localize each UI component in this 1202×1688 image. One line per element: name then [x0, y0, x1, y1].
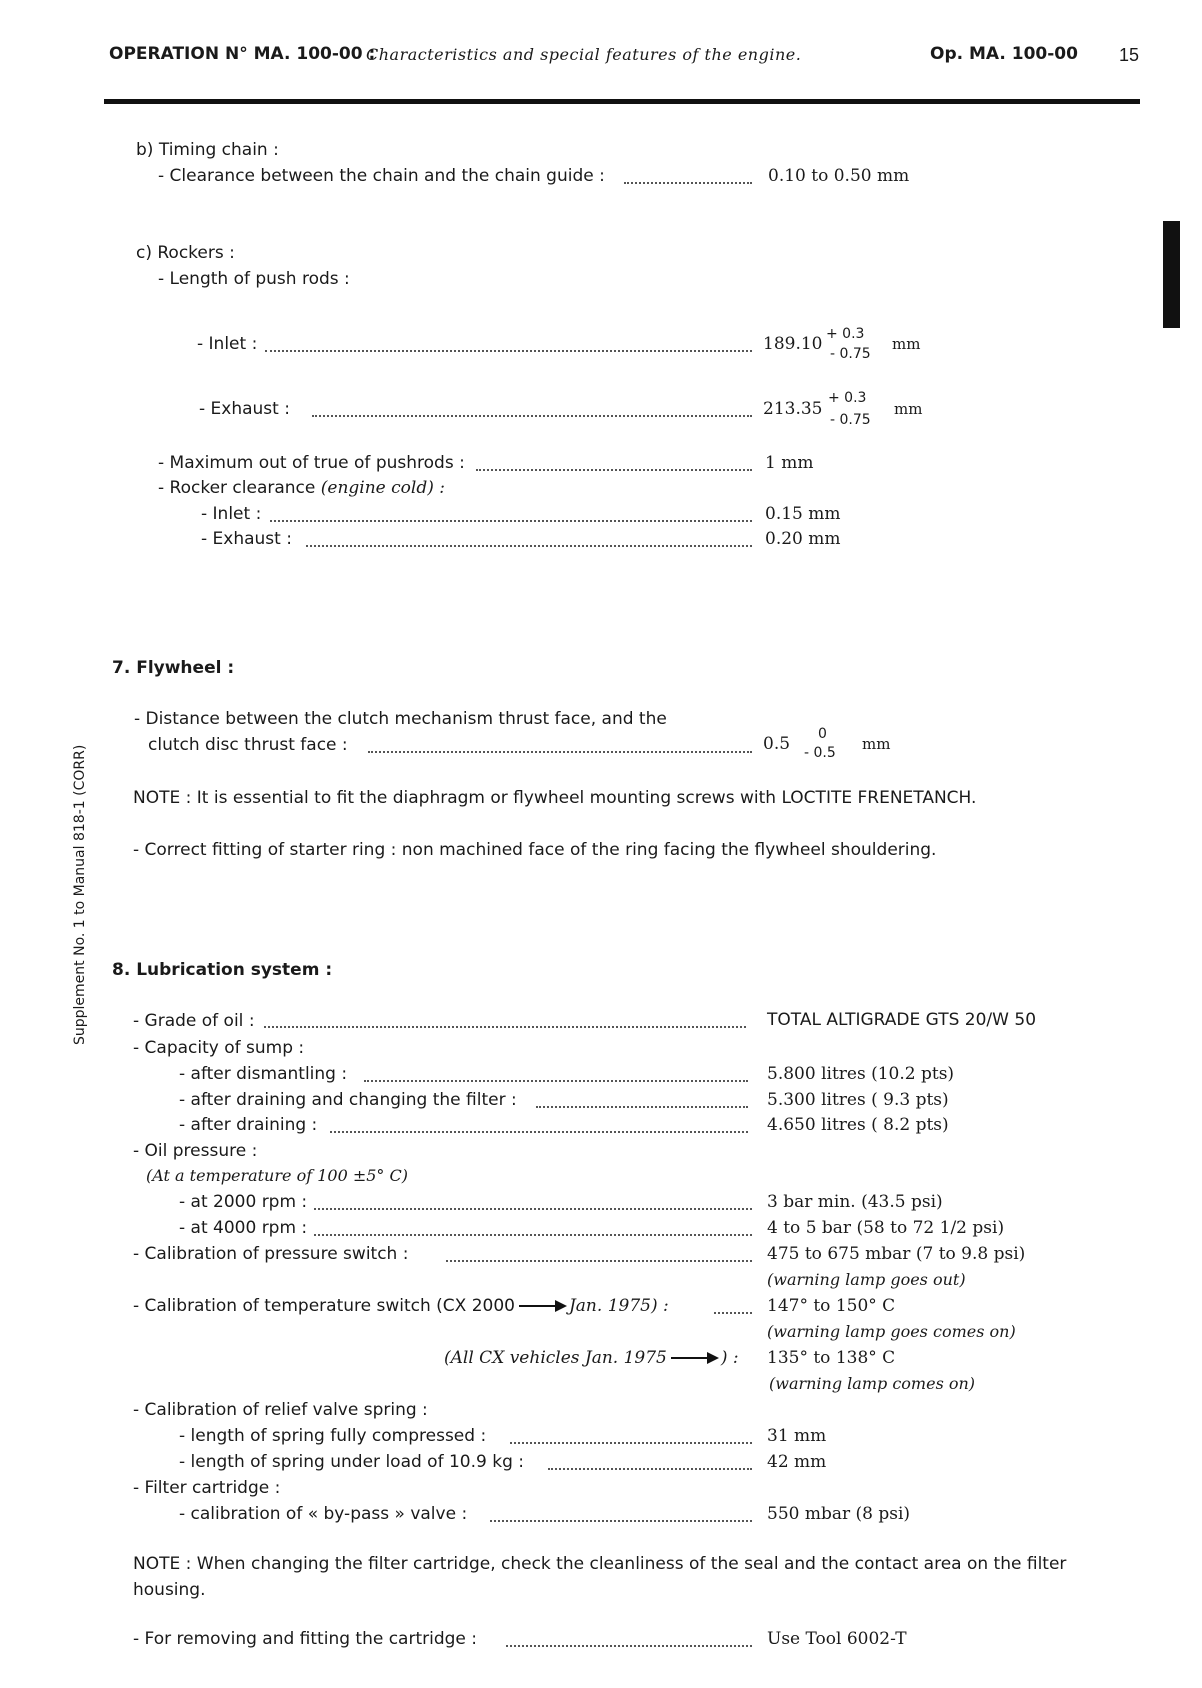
temp-switch-value: 147° to 150° C — [767, 1296, 896, 1316]
page-number: 15 — [1119, 45, 1140, 65]
leader-dots — [446, 1258, 752, 1262]
starter-ring-text: - Correct fitting of starter ring : non machined face of the ring facing the flywheel shouldering. — [133, 840, 937, 860]
leader-dots — [364, 1078, 748, 1082]
exhaust-tol-plus: + 0.3 — [828, 390, 867, 406]
push-rods-label: - Length of push rods : — [158, 269, 350, 289]
inlet-value: 189.10 — [763, 334, 823, 354]
inlet-tol-plus: + 0.3 — [826, 326, 865, 342]
leader-dots — [624, 180, 752, 184]
leader-dots — [476, 467, 752, 471]
filter-cartridge-label: - Filter cartridge : — [133, 1478, 281, 1498]
leader-dots — [548, 1466, 752, 1470]
lubrication-heading: 8. Lubrication system : — [112, 960, 333, 980]
bypass-value: 550 mbar (8 psi) — [767, 1504, 911, 1524]
pressure-switch-value: 475 to 675 mbar (7 to 9.8 psi) — [767, 1244, 1026, 1264]
clearance-exhaust-value: 0.20 mm — [765, 529, 841, 549]
rpm4000-value: 4 to 5 bar (58 to 72 1/2 psi) — [767, 1218, 1005, 1238]
leader-dots — [265, 348, 752, 352]
flywheel-distance-value: 0.5 — [763, 734, 791, 754]
leader-dots — [314, 1206, 752, 1210]
out-of-true-label: - Maximum out of true of pushrods : — [158, 453, 465, 473]
header-rule — [104, 99, 1140, 104]
timing-clearance-label: - Clearance between the chain and the chain guide : — [158, 166, 605, 186]
leader-dots — [312, 413, 752, 417]
clearance-inlet-label: - Inlet : — [201, 504, 262, 524]
leader-dots — [368, 749, 752, 753]
after-draining-label: - after draining : — [179, 1115, 318, 1135]
grade-label: - Grade of oil : — [133, 1011, 255, 1031]
leader-dots — [270, 518, 752, 522]
pressure-switch-label: - Calibration of pressure switch : — [133, 1244, 409, 1264]
rpm4000-label: - at 4000 rpm : — [179, 1218, 308, 1238]
flywheel-note: NOTE : It is essential to fit the diaphragm or flywheel mounting screws with LOCTITE FRENETANCH. — [133, 788, 977, 808]
section-tab-marker — [1163, 221, 1180, 328]
leader-dots — [264, 1024, 746, 1028]
arrow-icon — [671, 1357, 717, 1359]
rpm2000-label: - at 2000 rpm : — [179, 1192, 308, 1212]
after-dismantling-label: - after dismantling : — [179, 1064, 348, 1084]
timing-clearance-value: 0.10 to 0.50 mm — [768, 166, 910, 186]
oil-pressure-condition: (At a temperature of 100 ±5° C) — [146, 1166, 408, 1185]
temp-switch-label: - Calibration of temperature switch (CX 2000 Jan. 1975) : — [133, 1296, 669, 1316]
leader-dots — [306, 543, 752, 547]
leader-dots — [510, 1440, 752, 1444]
leader-dots — [536, 1104, 748, 1108]
clearance-exhaust-label: - Exhaust : — [201, 529, 292, 549]
page-subtitle: Characteristics and special features of the engine. — [366, 45, 802, 64]
exhaust-label: - Exhaust : — [199, 399, 290, 419]
relief-load-value: 42 mm — [767, 1452, 827, 1472]
inlet-unit: mm — [892, 335, 921, 353]
bypass-label: - calibration of « by-pass » valve : — [179, 1504, 468, 1524]
flywheel-unit: mm — [862, 735, 891, 753]
relief-valve-label: - Calibration of relief valve spring : — [133, 1400, 428, 1420]
temp-switch-note: (warning lamp goes comes on) — [767, 1322, 1016, 1341]
grade-value: TOTAL ALTIGRADE GTS 20/W 50 — [767, 1010, 1037, 1030]
leader-dots — [314, 1232, 752, 1236]
flywheel-heading: 7. Flywheel : — [112, 658, 235, 678]
out-of-true-value: 1 mm — [765, 453, 814, 473]
rockers-heading: c) Rockers : — [136, 243, 235, 263]
inlet-tol-minus: - 0.75 — [830, 346, 871, 362]
leader-dots — [714, 1310, 752, 1314]
operation-number: OPERATION N° MA. 100-00 : — [109, 44, 376, 64]
rocker-clearance-condition: (engine cold) : — [320, 478, 445, 498]
relief-compressed-value: 31 mm — [767, 1426, 827, 1446]
leader-dots — [490, 1518, 752, 1522]
after-draining-value: 4.650 litres ( 8.2 pts) — [767, 1115, 949, 1135]
inlet-label: - Inlet : — [197, 334, 258, 354]
after-dismantling-value: 5.800 litres (10.2 pts) — [767, 1064, 955, 1084]
rpm2000-value: 3 bar min. (43.5 psi) — [767, 1192, 943, 1212]
clearance-inlet-value: 0.15 mm — [765, 504, 841, 524]
op-reference: Op. MA. 100-00 — [930, 44, 1078, 64]
relief-load-label: - length of spring under load of 10.9 kg : — [179, 1452, 524, 1472]
filter-note-line1: NOTE : When changing the filter cartridge, check the cleanliness of the seal and the contact area on the filter — [133, 1554, 1067, 1574]
flywheel-distance-line1: - Distance between the clutch mechanism thrust face, and the — [134, 709, 667, 729]
relief-compressed-label: - length of spring fully compressed : — [179, 1426, 487, 1446]
temp-switch2-value: 135° to 138° C — [767, 1348, 896, 1368]
rocker-clearance-label: - Rocker clearance (engine cold) : — [158, 478, 445, 498]
after-draining-filter-label: - after draining and changing the filter : — [179, 1090, 517, 1110]
temp-switch2-label: (All CX vehicles Jan. 1975 ) : — [444, 1348, 739, 1368]
temp-switch2-note: (warning lamp comes on) — [769, 1374, 976, 1393]
arrow-icon — [519, 1305, 565, 1307]
exhaust-tol-minus: - 0.75 — [830, 412, 871, 428]
timing-heading: b) Timing chain : — [136, 140, 279, 160]
leader-dots — [330, 1129, 748, 1133]
exhaust-value: 213.35 — [763, 399, 823, 419]
filter-note-line2: housing. — [133, 1580, 206, 1600]
flywheel-distance-line2: clutch disc thrust face : — [148, 735, 348, 755]
flywheel-tol-plus: 0 — [818, 726, 827, 742]
leader-dots — [506, 1643, 752, 1647]
oil-pressure-label: - Oil pressure : — [133, 1141, 258, 1161]
pressure-switch-note: (warning lamp goes out) — [767, 1270, 966, 1289]
capacity-label: - Capacity of sump : — [133, 1038, 305, 1058]
flywheel-tol-minus: - 0.5 — [804, 745, 836, 761]
exhaust-unit: mm — [894, 400, 923, 418]
removing-value: Use Tool 6002-T — [767, 1629, 907, 1649]
after-draining-filter-value: 5.300 litres ( 9.3 pts) — [767, 1090, 949, 1110]
side-supplement-note: Supplement No. 1 to Manual 818-1 (CORR) — [72, 744, 88, 1045]
removing-label: - For removing and fitting the cartridge : — [133, 1629, 478, 1649]
